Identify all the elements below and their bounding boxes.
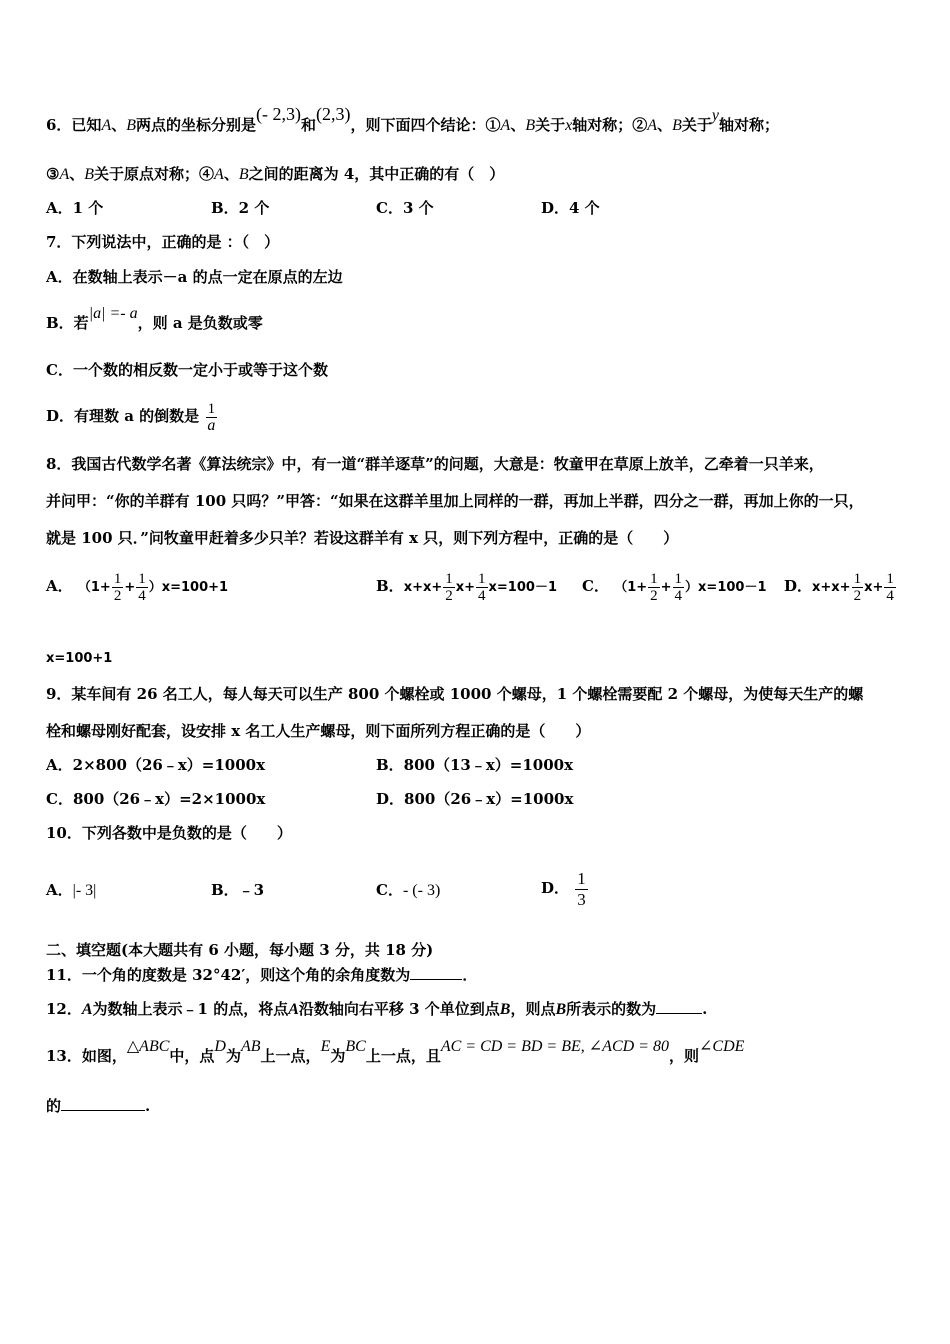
q13-text: 上一点， bbox=[260, 1047, 321, 1065]
math-A: A bbox=[500, 117, 511, 134]
q6-sep: 、 bbox=[510, 116, 526, 134]
math-E: E bbox=[320, 1038, 331, 1055]
neg-neg-3: - (- 3) bbox=[402, 882, 441, 899]
opt-text: ）x=100+1 bbox=[148, 580, 229, 595]
q12-text: 沿数轴向右平移 3 个单位到点 bbox=[298, 1000, 500, 1018]
abs-a-equation: |a| =- a bbox=[88, 305, 138, 322]
opt-text: （1+ bbox=[77, 580, 111, 595]
opt-text: x+x+ bbox=[403, 580, 443, 595]
fraction-1-4 bbox=[476, 571, 488, 604]
opt-text: x=100－1 bbox=[488, 580, 557, 595]
math-B: B bbox=[672, 117, 682, 134]
opt-label: B． bbox=[376, 577, 404, 595]
q7-d-prefix: D．有理数 a 的倒数是 bbox=[46, 407, 200, 425]
opt-text: x+ bbox=[864, 580, 884, 595]
frac-den: 4 bbox=[886, 587, 894, 604]
frac-num: 1 bbox=[886, 570, 894, 587]
q10-option-d bbox=[541, 856, 589, 920]
q13-end: . bbox=[145, 1097, 151, 1115]
frac-den: 2 bbox=[113, 587, 122, 604]
opt-text: x+ bbox=[455, 580, 476, 595]
q7-option-b bbox=[46, 305, 263, 334]
q13-line-2 bbox=[46, 1096, 150, 1116]
q12 bbox=[46, 999, 707, 1020]
frac-den: 4 bbox=[478, 587, 486, 604]
frac-num: 1 bbox=[138, 570, 146, 587]
q12-text: 12． bbox=[46, 1000, 82, 1018]
q6-line-2 bbox=[46, 164, 504, 185]
fraction-1-2 bbox=[443, 571, 455, 604]
q8-line-3: 就是 100 只．”问牧童甲赶着多少只羊？若设这群羊有 x 只，则下列方程中，正确的是（ ） bbox=[46, 529, 679, 547]
q13-text: 13．如图， bbox=[46, 1047, 127, 1065]
q8-line-1: 8．我国古代数学名著《算法统宗》中，有一道“群羊逐草”的问题，大意是：牧童甲在草原上放羊，乙牵着一只羊来， bbox=[46, 455, 824, 473]
point-a-coord: (- 2,3) bbox=[256, 104, 302, 124]
q7-option-c: C．一个数的相反数一定小于或等于这个数 bbox=[46, 361, 328, 379]
math-A: A bbox=[288, 1001, 299, 1018]
q9-option-d: D．800（26﹣x）=1000x bbox=[376, 790, 574, 808]
q7-option-d bbox=[46, 397, 218, 435]
q13-text: 中，点 bbox=[169, 1047, 215, 1065]
answer-blank[interactable] bbox=[61, 1110, 145, 1111]
fraction-1-3 bbox=[575, 869, 588, 910]
q6-option-b: B．2 个 bbox=[211, 199, 270, 217]
q6-sep: 、 bbox=[69, 165, 85, 183]
opt-label: A． bbox=[46, 881, 73, 899]
q9-option-a: A．2×800（26﹣x）=1000x bbox=[46, 756, 266, 774]
math-B: B bbox=[525, 117, 536, 134]
q12-text: 所表示的数为 bbox=[566, 1000, 657, 1018]
q8-option-d-continuation: x=100+1 bbox=[46, 651, 113, 666]
q12-text: 为数轴上表示﹣1 的点，将点 bbox=[92, 1000, 289, 1018]
q8-option-c bbox=[582, 566, 767, 608]
answer-blank[interactable] bbox=[410, 979, 462, 980]
math-AB: AB bbox=[241, 1038, 261, 1055]
q6-sep: 、 bbox=[657, 116, 673, 134]
q13-text: ，则 bbox=[668, 1047, 699, 1065]
q8-option-d bbox=[784, 566, 897, 608]
q6-option-a: A．1 个 bbox=[46, 199, 104, 217]
q6-text: 和 bbox=[301, 116, 317, 134]
frac-num: 1 bbox=[650, 570, 658, 587]
fraction-1-4 bbox=[136, 571, 148, 604]
q6-text: ，则下面四个结论：① bbox=[350, 116, 501, 134]
section-fill-in-blank-title: 二、填空题(本大题共有 6 小题，每小题 3 分，共 18 分) bbox=[46, 941, 434, 959]
opt-text: ）x=100－1 bbox=[685, 580, 767, 595]
frac-num: 1 bbox=[113, 570, 122, 587]
frac-den: 4 bbox=[138, 587, 146, 604]
q6-sep: 、 bbox=[111, 116, 127, 134]
math-BC: BC bbox=[345, 1038, 366, 1055]
math-x: x bbox=[565, 117, 573, 134]
q7-b-prefix: B．若 bbox=[46, 314, 89, 332]
q10-option-b: B．﹣3 bbox=[211, 881, 265, 899]
fraction-1-2 bbox=[112, 571, 124, 604]
frac-den: a bbox=[207, 416, 216, 434]
q12-end: . bbox=[702, 1000, 708, 1018]
fraction-1-2 bbox=[648, 571, 660, 604]
triangle-ABC: △ABC bbox=[126, 1038, 170, 1055]
q10-option-a bbox=[46, 880, 96, 901]
math-B: B bbox=[84, 166, 95, 183]
frac-num: 1 bbox=[577, 868, 586, 888]
math-D: D bbox=[214, 1038, 226, 1055]
opt-text: （1+ bbox=[614, 580, 648, 595]
q6-text: 6．已知 bbox=[46, 116, 102, 134]
q11 bbox=[46, 965, 477, 985]
math-A: A bbox=[101, 117, 112, 134]
q6-line-1 bbox=[46, 104, 779, 136]
q13-text: 的 bbox=[46, 1097, 62, 1115]
frac-num: 1 bbox=[853, 570, 862, 587]
math-B: B bbox=[126, 117, 137, 134]
q6-text: 之间的距离为 4，其中正确的有（ ） bbox=[248, 165, 505, 183]
q11-end: ． bbox=[462, 966, 478, 984]
q10-stem: 10．下列各数中是负数的是（ ） bbox=[46, 824, 292, 842]
frac-den: 2 bbox=[853, 587, 862, 604]
fraction-1-4 bbox=[673, 571, 685, 604]
q7-option-a: A．在数轴上表示－a 的点一定在原点的左边 bbox=[46, 268, 343, 286]
angle-CDE: ∠CDE bbox=[698, 1038, 745, 1055]
frac-den: 3 bbox=[577, 889, 586, 909]
q8-option-b bbox=[376, 566, 557, 608]
frac-num: 1 bbox=[674, 570, 683, 587]
frac-num: 1 bbox=[445, 570, 453, 587]
q7-stem: 7．下列说法中，正确的是 ：（ ） bbox=[46, 233, 280, 251]
fraction-1-over-a bbox=[205, 401, 217, 434]
math-B: B bbox=[238, 166, 249, 183]
q8-line-2: 并问甲：“你的羊群有 100 只吗？”甲答：“如果在这群羊里加上同样的一群，再加上半群，四分之一群，再加上你的一只， bbox=[46, 492, 864, 510]
q6-option-d: D．4 个 bbox=[541, 199, 600, 217]
q6-text: 两点的坐标分别是 bbox=[136, 116, 257, 134]
q13-text: 为 bbox=[225, 1047, 241, 1065]
math-A: A bbox=[81, 1001, 93, 1018]
q10-option-c bbox=[376, 880, 440, 901]
q9-line-2: 栓和螺母刚好配套，设安排 x 名工人生产螺母，则下面所列方程正确的是（ ） bbox=[46, 722, 591, 740]
answer-blank[interactable] bbox=[656, 1013, 702, 1014]
q7-b-suffix: ，则 a 是负数或零 bbox=[137, 314, 263, 332]
frac-den: 2 bbox=[650, 587, 658, 604]
fraction-1-4 bbox=[884, 571, 896, 604]
q13-text: 为 bbox=[330, 1047, 346, 1065]
q13-text: 上一点，且 bbox=[365, 1047, 441, 1065]
q13-equation: AC = CD = BD = BE, ∠ACD = 80 bbox=[440, 1038, 669, 1055]
q9-option-c: C．800（26﹣x）=2×1000x bbox=[46, 790, 266, 808]
opt-label: C． bbox=[376, 881, 403, 899]
q6-option-c: C．3 个 bbox=[376, 199, 434, 217]
opt-label: D． bbox=[541, 879, 570, 897]
math-B: B bbox=[499, 1001, 511, 1018]
math-A: A bbox=[214, 166, 224, 183]
opt-label: C． bbox=[582, 577, 609, 595]
q11-text: 11．一个角的度数是 32°42′，则这个角的余角度数为 bbox=[46, 966, 411, 984]
opt-label: D． bbox=[784, 577, 813, 595]
math-A: A bbox=[647, 117, 658, 134]
q9-option-b: B．800（13﹣x）=1000x bbox=[376, 756, 574, 774]
frac-num: 1 bbox=[478, 570, 486, 587]
frac-num: 1 bbox=[207, 400, 216, 417]
opt-text: + bbox=[124, 580, 136, 595]
frac-den: 4 bbox=[674, 587, 683, 604]
abs-neg-3: |- 3| bbox=[72, 882, 97, 899]
math-A: A bbox=[59, 166, 70, 183]
q6-sep: 、 bbox=[223, 165, 239, 183]
point-b-coord: (2,3) bbox=[316, 104, 351, 124]
q6-text: ③ bbox=[46, 165, 60, 183]
q6-text: 关于 bbox=[535, 116, 566, 134]
q6-text: 关于原点对称；④ bbox=[94, 165, 215, 183]
q12-text: ，则点 bbox=[510, 1000, 556, 1018]
opt-text: x+x+ bbox=[812, 580, 851, 595]
q8-option-a bbox=[46, 566, 228, 608]
q6-text: 关于 bbox=[681, 116, 712, 134]
opt-text: + bbox=[660, 580, 672, 595]
q6-text: 轴对称； bbox=[718, 116, 779, 134]
math-B: B bbox=[555, 1001, 567, 1018]
math-y: y bbox=[711, 107, 719, 124]
q13-line-1 bbox=[46, 1038, 745, 1067]
opt-label: A． bbox=[46, 577, 73, 595]
frac-den: 2 bbox=[445, 587, 453, 604]
fraction-1-2 bbox=[852, 571, 864, 604]
q6-text: 轴对称；② bbox=[572, 116, 648, 134]
q9-line-1: 9．某车间有 26 名工人，每人每天可以生产 800 个螺栓或 1000 个螺母，1 个螺栓需要配 2 个螺母，为使每天生产的螺 bbox=[46, 685, 864, 703]
